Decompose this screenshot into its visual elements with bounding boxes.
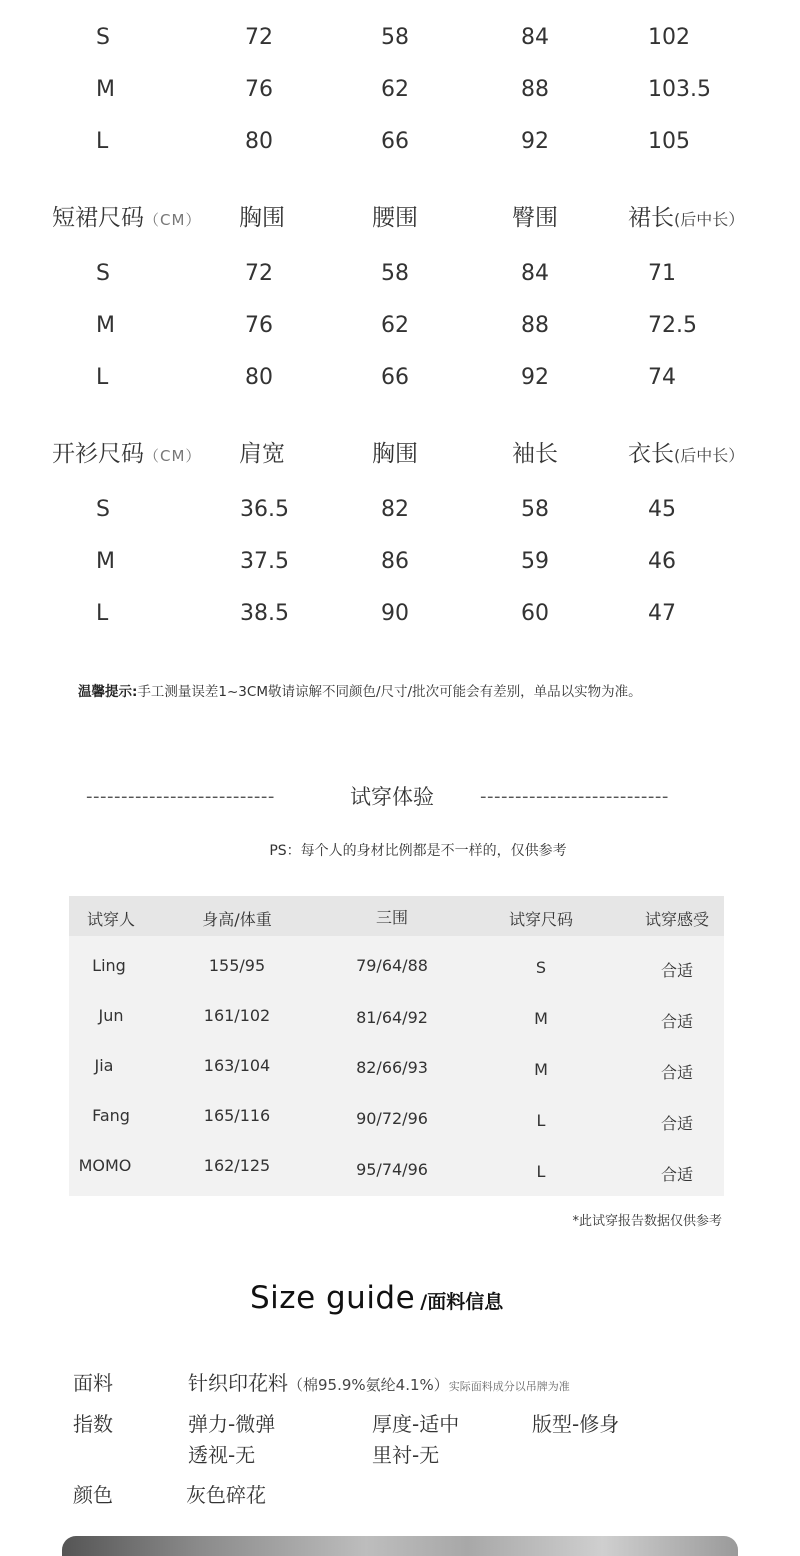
size-value: 58 (381, 25, 409, 50)
divider-left: --------------------------- (86, 786, 275, 807)
size-label: S (96, 25, 110, 50)
table-row (69, 1106, 724, 1156)
table-header (69, 896, 724, 936)
try-on-section-header (0, 780, 800, 814)
column-header: 试穿人 (86, 910, 136, 929)
tried-size: M (534, 1060, 548, 1079)
table-row (0, 18, 800, 58)
column-header: 衣长(后中长） (628, 441, 745, 467)
height-weight: 155/95 (208, 956, 266, 975)
index-thickness: 厚度-适中 (372, 1412, 460, 1436)
size-value: 105 (648, 129, 690, 154)
table-row (69, 954, 724, 1004)
index-elasticity: 弹力-微弹 (188, 1412, 276, 1436)
table-row (0, 358, 800, 398)
tried-size: S (535, 958, 547, 977)
size-value: 72.5 (648, 313, 697, 338)
tester-name: Fang (92, 1106, 130, 1125)
tried-size: L (536, 1111, 546, 1130)
size-value: 80 (245, 129, 273, 154)
height-weight: 163/104 (203, 1056, 271, 1075)
table-row (0, 542, 800, 582)
size-value: 72 (245, 25, 273, 50)
color-value: 灰色碎花 (186, 1483, 266, 1507)
size-value: 60 (521, 601, 549, 626)
table-row (0, 306, 800, 346)
size-value: 102 (648, 25, 690, 50)
size-value: 82 (381, 497, 409, 522)
size-value: 92 (521, 365, 549, 390)
column-header: 肩宽 (239, 441, 285, 467)
size-value: 66 (381, 365, 409, 390)
size-value: 45 (648, 497, 676, 522)
color-label: 颜色 (73, 1483, 113, 1507)
height-weight: 162/125 (203, 1156, 271, 1175)
table-title: 短裙尺码（CM） (52, 205, 202, 231)
table-row (0, 490, 800, 530)
column-header: 试穿尺码 (508, 910, 574, 929)
measurements: 95/74/96 (356, 1160, 428, 1179)
size-value: 86 (381, 549, 409, 574)
size-value: 80 (245, 365, 273, 390)
size-value: 71 (648, 261, 676, 286)
size-value: 62 (381, 77, 409, 102)
section-title: 试穿体验 (350, 785, 434, 809)
fit-feeling: 合适 (660, 1012, 694, 1031)
index-transparency: 透视-无 (188, 1443, 256, 1467)
size-value: 47 (648, 601, 676, 626)
table-row (0, 594, 800, 634)
size-guide-heading: Size guide (250, 1280, 416, 1316)
tester-name: Jun (98, 1006, 124, 1025)
column-header: 胸围 (239, 205, 285, 231)
column-header: 腰围 (372, 205, 418, 231)
measurements: 79/64/88 (356, 956, 428, 975)
table-row (69, 1056, 724, 1106)
measurement-tip (78, 680, 642, 700)
size-guide-title (250, 1280, 503, 1316)
table-header (0, 434, 800, 474)
size-value: 103.5 (648, 77, 711, 102)
size-value: 90 (381, 601, 409, 626)
tester-name: MOMO (78, 1156, 132, 1175)
size-value: 62 (381, 313, 409, 338)
column-header: 袖长 (512, 441, 558, 467)
size-value: 72 (245, 261, 273, 286)
column-header: 试穿感受 (644, 910, 710, 929)
fit-feeling: 合适 (660, 1063, 694, 1082)
tried-size: L (536, 1162, 546, 1181)
size-value: 36.5 (240, 497, 289, 522)
fabric-label: 面料 (73, 1371, 113, 1395)
measurements: 81/64/92 (356, 1008, 428, 1027)
size-value: 88 (521, 313, 549, 338)
fit-feeling: 合适 (660, 1114, 694, 1133)
tip-label: 温馨提示: (78, 684, 138, 700)
fit-feeling: 合适 (660, 1165, 694, 1184)
size-value: 37.5 (240, 549, 289, 574)
tried-size: M (534, 1009, 548, 1028)
size-value: 59 (521, 549, 549, 574)
size-value: 84 (521, 25, 549, 50)
tester-name: Jia (94, 1056, 114, 1075)
table-header (0, 198, 800, 238)
fit-feeling: 合适 (660, 961, 694, 980)
size-label: L (96, 601, 109, 626)
table-row (69, 1156, 724, 1206)
size-value: 88 (521, 77, 549, 102)
column-header: 胸围 (372, 441, 418, 467)
size-value: 66 (381, 129, 409, 154)
height-weight: 161/102 (203, 1006, 271, 1025)
size-label: L (96, 365, 109, 390)
divider-right: --------------------------- (480, 786, 669, 807)
size-value: 76 (245, 313, 273, 338)
size-guide-subheading: /面料信息 (420, 1291, 504, 1313)
fabric-note: 实际面料成分以吊牌为准 (448, 1380, 570, 1393)
size-label: S (96, 497, 110, 522)
size-label: M (96, 313, 115, 338)
table-row (0, 122, 800, 162)
size-value: 46 (648, 549, 676, 574)
index-fit: 版型-修身 (532, 1412, 620, 1436)
table-title: 开衫尺码（CM） (52, 441, 202, 467)
size-value: 84 (521, 261, 549, 286)
tester-name: Ling (92, 956, 126, 975)
size-label: S (96, 261, 110, 286)
size-value: 76 (245, 77, 273, 102)
size-value: 58 (521, 497, 549, 522)
column-header: 臀围 (512, 205, 558, 231)
fabric-composition: （棉95.9%氨纶4.1%） (288, 1376, 449, 1394)
size-value: 92 (521, 129, 549, 154)
size-label: M (96, 77, 115, 102)
index-label: 指数 (73, 1412, 113, 1436)
column-header: 身高/体重 (202, 910, 272, 929)
table-row (0, 70, 800, 110)
product-photo-edge (62, 1536, 738, 1556)
fabric-value: 针织印花料 (188, 1371, 288, 1395)
measurements: 90/72/96 (356, 1109, 428, 1128)
tip-text: 手工测量误差1~3CM敬请谅解不同颜色/尺寸/批次可能会有差别，单品以实物为准。 (137, 684, 642, 700)
size-label: L (96, 129, 109, 154)
column-header: 三围 (375, 908, 409, 927)
size-value: 74 (648, 365, 676, 390)
measurements: 82/66/93 (356, 1058, 428, 1077)
fabric-value-line (188, 1367, 570, 1396)
size-value: 58 (381, 261, 409, 286)
height-weight: 165/116 (203, 1106, 271, 1125)
try-on-table (69, 896, 724, 1196)
table-row (69, 1005, 724, 1055)
size-label: M (96, 549, 115, 574)
try-on-footnote: *此试穿报告数据仅供参考 (572, 1214, 722, 1229)
table-row (0, 254, 800, 294)
try-on-note: PS：每个人的身材比例都是不一样的，仅供参考 (269, 843, 567, 859)
index-lining: 里衬-无 (372, 1443, 440, 1467)
column-header: 裙长(后中长） (628, 205, 745, 231)
size-value: 38.5 (240, 601, 289, 626)
